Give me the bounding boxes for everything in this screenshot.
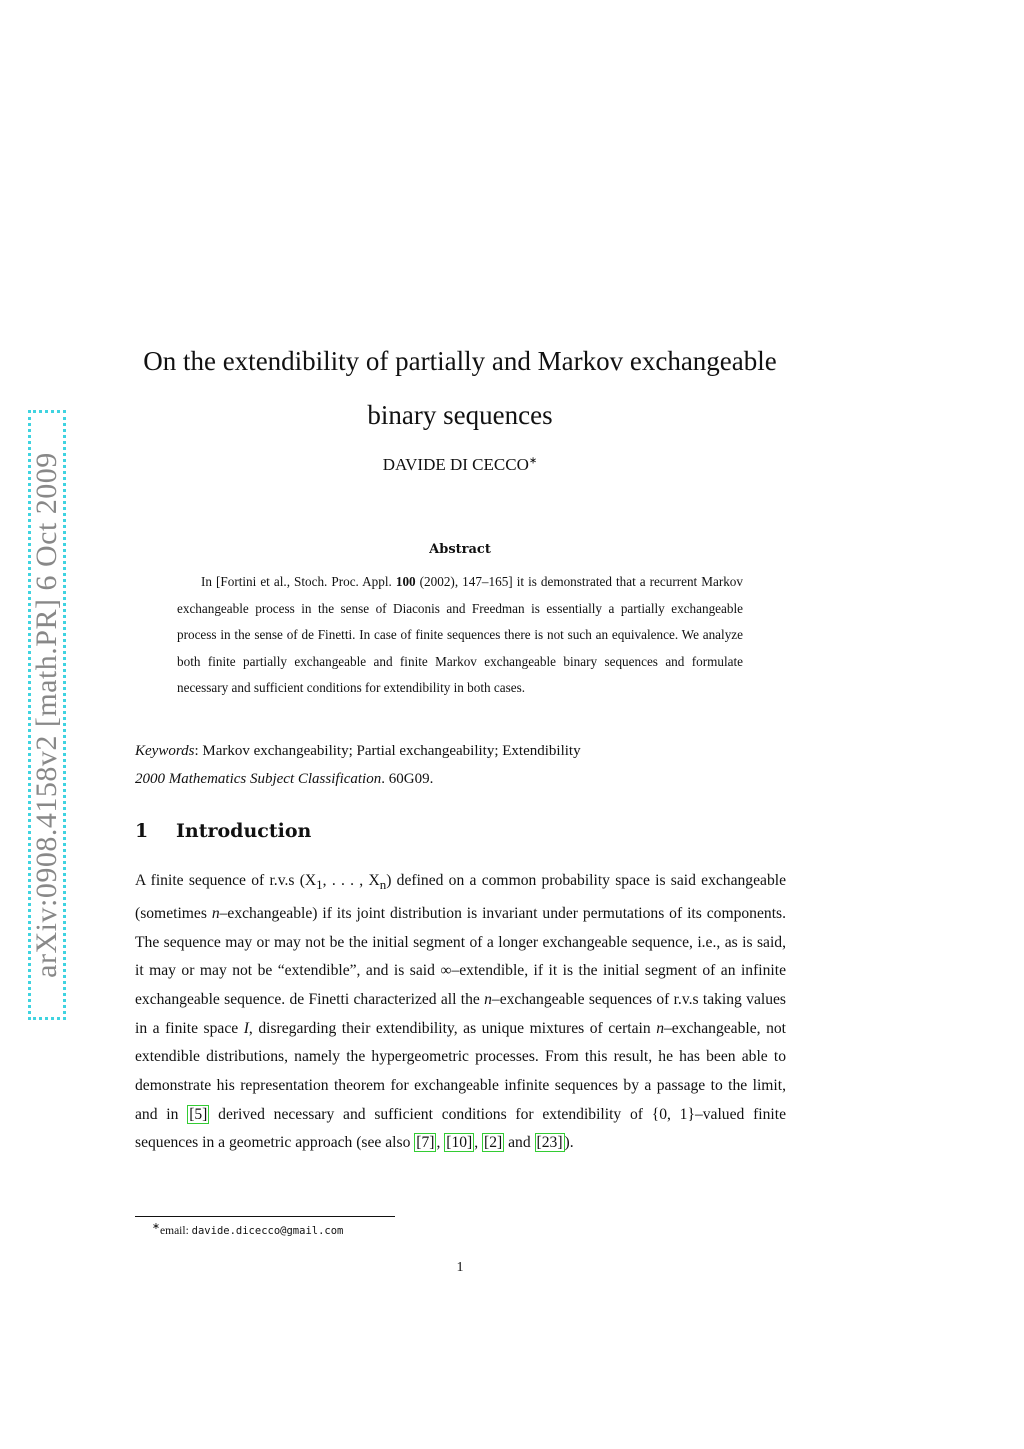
- text-run: ).: [564, 1134, 574, 1152]
- author: [135, 455, 785, 475]
- footnote-email[interactable]: davide.dicecco@gmail.com: [191, 1224, 344, 1237]
- text-run: , disregarding their extendibility, as unique mixtures of certain: [248, 1019, 657, 1037]
- msc-line: [135, 765, 785, 793]
- keywords-block: [135, 737, 785, 793]
- text-run: , . . . , X: [322, 872, 380, 889]
- msc-label: 2000 Mathematics Subject Classification: [135, 771, 382, 787]
- subscript: n: [379, 877, 387, 893]
- text-run: –exchangeable, not extendible distributions, namely the hypergeometric processes. From this result, he has been able to demonstrate his representation theorem for exchangeable infinite sequences by a passage to the limit, and in: [135, 1019, 786, 1123]
- abstract-ref-prefix: In [Fortini et al., Stoch. Proc. Appl.: [201, 574, 392, 589]
- paper-title: On the extendibility of partially and Markov exchangeable binary sequences: [143, 346, 777, 430]
- author-footnote-mark: ∗: [528, 455, 538, 467]
- text-run: A finite sequence of r.v.s (X: [135, 872, 317, 889]
- intro-paragraph: [135, 867, 786, 1158]
- math-var: n: [484, 990, 492, 1008]
- citation-link-2[interactable]: [2]: [484, 1134, 503, 1152]
- citation-link-5[interactable]: [5]: [189, 1105, 208, 1123]
- footnote-mark: ∗: [152, 1221, 161, 1232]
- footnote: [152, 1221, 343, 1237]
- abstract-text: [177, 569, 743, 702]
- subscript: 1: [316, 877, 323, 893]
- citation-link-23[interactable]: [23]: [536, 1134, 563, 1152]
- abstract-ref-volume: 100: [395, 574, 416, 589]
- section-title: Introduction: [176, 820, 312, 842]
- math-var: I: [243, 1019, 249, 1037]
- text-run: and: [504, 1134, 535, 1152]
- arxiv-id: arXiv:0908.4158v2 [math.PR] 6 Oct 2009: [30, 452, 63, 978]
- math-var: n: [211, 904, 220, 922]
- abstract-heading: Abstract: [429, 542, 491, 557]
- author-name: DAVIDE DI CECCO: [382, 455, 529, 474]
- section-heading: [135, 820, 311, 842]
- text-run: ) defined on a common probability space is said exchangeable (sometimes: [135, 872, 786, 922]
- page-number: 1: [456, 1260, 464, 1275]
- abstract-body: (2002), 147–165] it is demonstrated that a recurrent Markov exchangeable process in the sense of Diaconis and Freedman is essentially a partially exchangeable process in the sense of de Finetti. In case of finite sequences there is not such an equivalence. We analyze both finite partially exchangeable and finite Markov exchangeable binary sequences and formulate necessary and sufficient conditions for extendibility in both cases.: [177, 574, 743, 696]
- msc-text: . 60G09.: [381, 771, 434, 787]
- math-var: n: [656, 1019, 664, 1037]
- arxiv-stamp: [28, 410, 66, 1020]
- text-run: ,: [474, 1134, 483, 1152]
- text-run: –exchangeable) if its joint distribution is invariant under permutations of its components. The sequence may or may not be the initial segment of a longer exchangeable sequence, i.e., as is said, it may or may not be “extendible”, and is said ∞–extendible, if it is the initial segment of an infinite exchangeable sequence. de Finetti characterized all the: [135, 904, 786, 1008]
- footnote-label: email:: [160, 1224, 192, 1237]
- citation-link-7[interactable]: [7]: [416, 1134, 435, 1152]
- citation-link-10[interactable]: [10]: [446, 1134, 473, 1152]
- text-run: –exchangeable sequences of r.v.s taking values in a finite space: [135, 990, 786, 1037]
- footnote-rule: [135, 1216, 395, 1217]
- section-number: 1: [135, 820, 149, 842]
- text-run: ,: [436, 1134, 445, 1152]
- keywords-text: : Markov exchangeability; Partial exchangeability; Extendibility: [194, 743, 581, 759]
- keywords-label: Keywords: [135, 743, 195, 759]
- keywords-line: [135, 737, 785, 765]
- text-run: derived necessary and sufficient conditions for extendibility of {0, 1}–valued finite sequences in a geometric approach (see also: [135, 1105, 786, 1152]
